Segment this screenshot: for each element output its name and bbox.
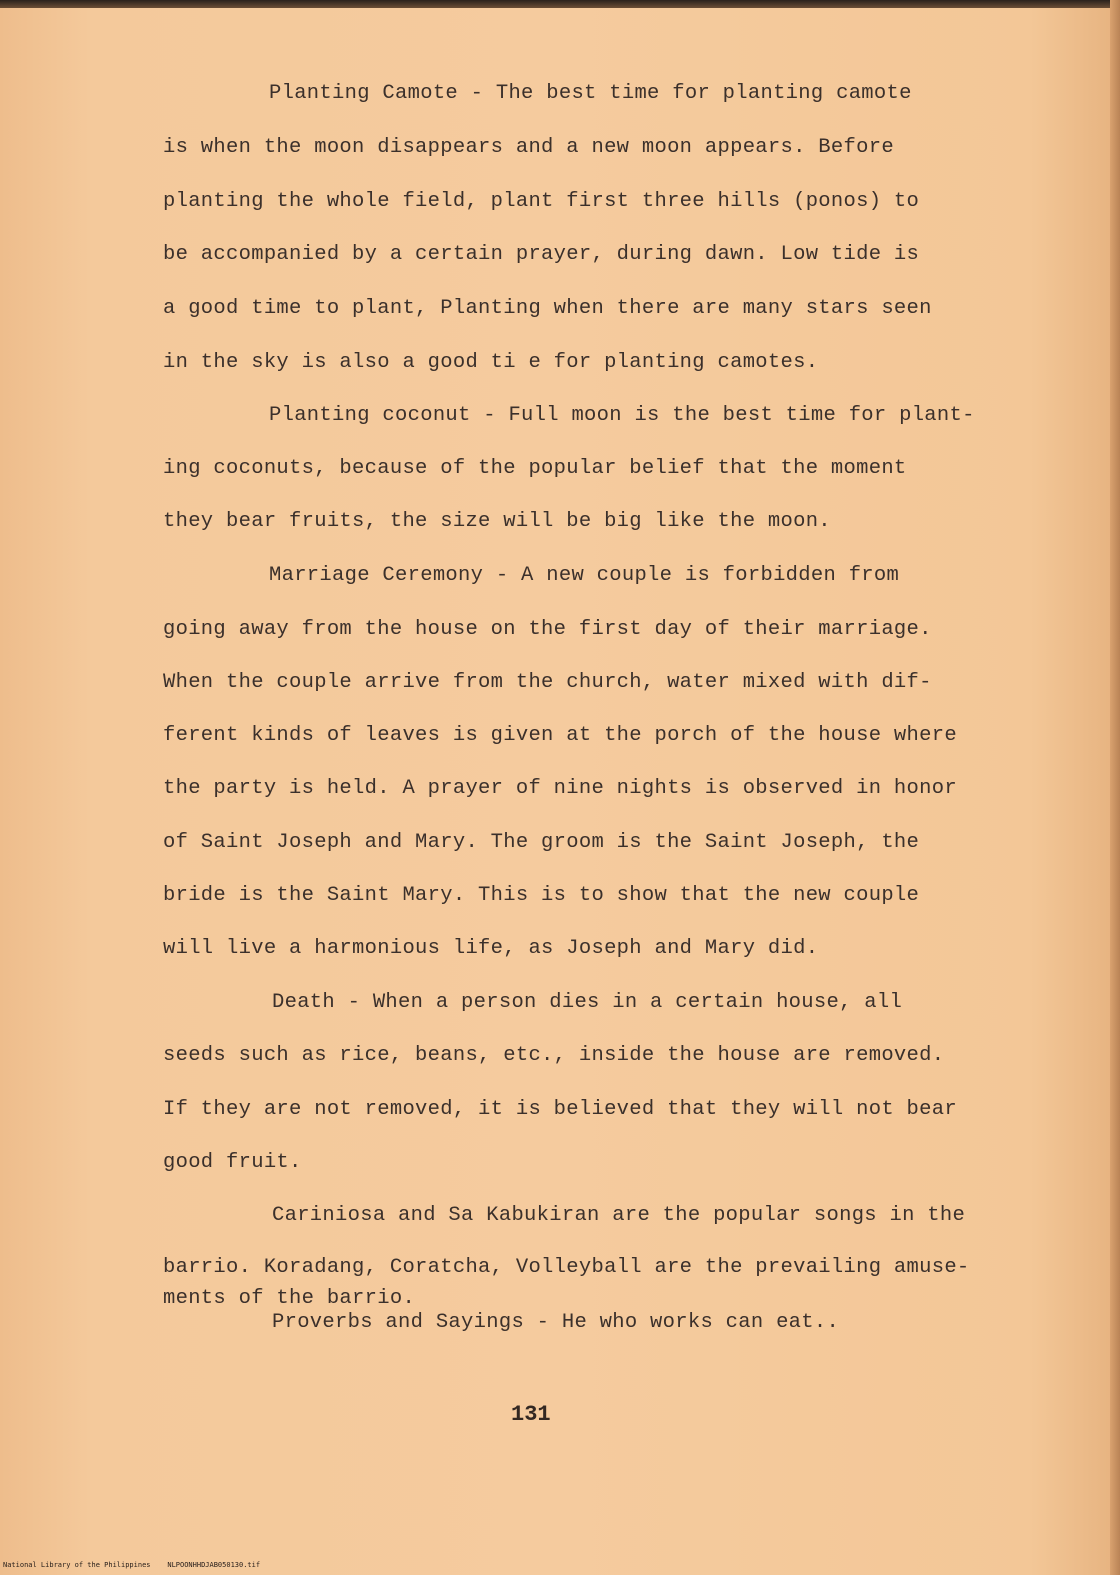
text-line: Cariniosa and Sa Kabukiran are the popular songs in the (272, 1204, 966, 1227)
text-line: will live a harmonious life, as Joseph and Mary did. (163, 937, 819, 960)
text-line: a good time to plant, Planting when there are many stars seen (163, 297, 932, 320)
page-number: 131 (511, 1402, 551, 1427)
text-line: ferent kinds of leaves is given at the porch of the house where (163, 724, 957, 747)
text-line: they bear fruits, the size will be big like the moon. (163, 510, 831, 533)
text-line: seeds such as rice, beans, etc., inside the house are removed. (163, 1044, 945, 1067)
page-top-edge (0, 0, 1120, 8)
text-line: bride is the Saint Mary. This is to show that the new couple (163, 884, 920, 907)
text-line: Marriage Ceremony - A new couple is forbidden from (269, 564, 900, 587)
text-line: going away from the house on the first day of their marriage. (163, 618, 932, 641)
text-line: Planting coconut - Full moon is the best time for plant- (269, 404, 975, 427)
scan-caption: National Library of the Philippines NLPOONHHDJAB050130.tif (3, 1561, 261, 1569)
text-line: ments of the barrio. (163, 1287, 416, 1310)
text-line: barrio. Koradang, Coratcha, Volleyball are the prevailing amuse- (163, 1256, 970, 1279)
text-line: is when the moon disappears and a new moon appears. Before (163, 136, 894, 159)
text-line: good fruit. (163, 1151, 302, 1174)
text-line: be accompanied by a certain prayer, during dawn. Low tide is (163, 243, 920, 266)
page-right-edge (1110, 0, 1120, 1575)
text-line: in the sky is also a good ti e for planting camotes. (163, 351, 819, 374)
text-line: ing coconuts, because of the popular belief that the moment (163, 457, 907, 480)
text-line: Planting Camote - The best time for planting camote (269, 82, 912, 105)
text-line: of Saint Joseph and Mary. The groom is the Saint Joseph, the (163, 831, 920, 854)
text-line: planting the whole field, plant first three hills (ponos) to (163, 190, 920, 213)
text-line: the party is held. A prayer of nine nights is observed in honor (163, 777, 957, 800)
text-line: If they are not removed, it is believed that they will not bear (163, 1098, 957, 1121)
text-line: Death - When a person dies in a certain house, all (272, 991, 903, 1014)
text-line: Proverbs and Sayings - He who works can eat.. (272, 1311, 840, 1334)
text-line: When the couple arrive from the church, water mixed with dif- (163, 671, 932, 694)
